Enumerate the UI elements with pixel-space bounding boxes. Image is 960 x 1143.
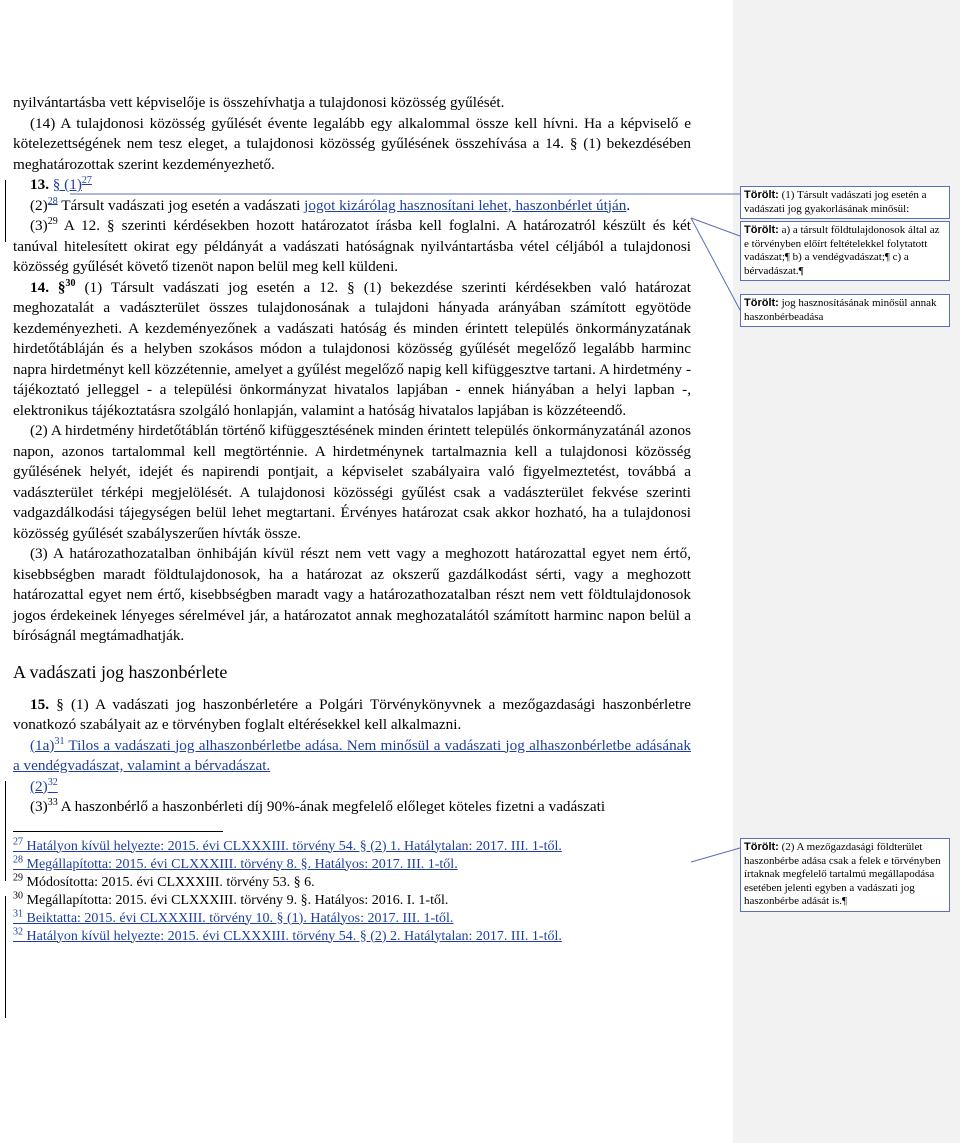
footnote-ref[interactable]: 32 — [47, 776, 58, 788]
section-13-para-1 — [13, 175, 691, 196]
change-bar — [5, 180, 6, 242]
inserted-text: § (1) — [52, 176, 82, 193]
inserted-text: jogot kizárólag hasznosítani lehet, haszonbérlet útján — [304, 196, 627, 214]
footnote-ref[interactable]: 31 — [54, 735, 65, 747]
section-number: 13. — [30, 176, 49, 193]
section-14-para-3: (3) A határozathozatalban önhibáján kívül részt nem vett vagy a meghozott határozattal egyet nem értő, kisebbségben maradt földtulajdonosok, ha a határozat az okszerű gazdálkodást sérti, vagy a meghozott határozattal egyet nem értő, kisebbségben maradt vagy a határozathozatalban részt nem vett földtulajdonosok jogos érdekeinek lényeges sérelmével jár, a határozatot annak meghozatalától számított harminc napon belül a bíróságnál megtámadhatják. — [13, 545, 691, 644]
section-15-para-2: $(2)^{32}$ — [30, 776, 58, 795]
footnote-ref[interactable]: 29 — [47, 215, 58, 227]
section-14-para-1: 14. §$^{30}$ (1) Társult vadászati jog esetén a 12. § (1) bekezdése szerinti kérdésekben való határozat meghozatalát a vadászterület összes tulajdonosának a tulajdoni hányada arányában számított egyötöde kezdeményezheti. A kezdeményezőnek a vadászati hatóság és minden érintett település önkormányzatának hirdetőtábláján és a helyben szokásos módon a tulajdonosi közösség gyűlését megelőző legalább harminc napra hirdetményt kell közzétennie, amelyet a gyűlést megelőző napig kell kifüggesztve tartani. A hirdetmény - tájékoztató jelleggel - a települési önkormányzat hivatalos lapjában - ennek hiányában a helyi lapban -, elektronikus tájékoztatásra szolgáló honlapján, valamint a hatóság hivatalos lapjában is közzéteendő. — [13, 277, 691, 419]
deleted-comment-balloon[interactable]: Törölt: (1) Társult vadászati jog esetén a vadászati jog gyakorlásának minősül: — [740, 186, 950, 219]
footnote-ref[interactable]: 33 — [47, 796, 58, 808]
section-14-para-2: (2) A hirdetmény hirdetőtáblán történő kifüggesztésének minden érintett település önkormányzatánál azonos napon, azonos tartalommal kell megtörténnie. A hirdetménynek tartalmaznia kell a tulajdonosi közösség gyűlésének helyét, idejét és napirendi pontjait, a képviselet szabályaira való figyelmeztetést, továbbá a vadászterület térképi megjelölését. A tulajdonosi közösségi gyűlést csak a vadászterület fekvése szerinti vadgazdálkodási tájegységen belül lehet megtartani. Érvényes határozat csak akkor hozható, ha a tulajdonosi közösség gyűlését szabályszerűen hívták össze. — [13, 422, 691, 542]
footnote-ref[interactable]: 30 — [65, 277, 76, 289]
deleted-comment-balloon[interactable]: Törölt: jog hasznosításának minősül annak haszonbérbeadása — [740, 294, 950, 327]
section-number: 15. — [30, 695, 49, 713]
deleted-comment-balloon[interactable]: Törölt: (2) A mezőgazdasági földterület haszonbérbe adása csak a felek e törvényben írtaknak megfelelő tartalmú megállapodása esetében jelenti egyben a vadászati jog haszonbérbe adását is.¶ — [740, 838, 950, 912]
paragraph: nyilvántartásba vett képviselője is összehívhatja a tulajdonosi közösség gyűlését. — [13, 94, 505, 111]
document-body — [13, 93, 691, 946]
change-bar — [5, 781, 6, 881]
footnote: $^{32}$ Hatályon kívül helyezte: 2015. évi CLXXXIII. törvény 54. § (2) 2. Hatálytalan: 2017. III. 1-től. — [13, 925, 562, 944]
footnote: $^{31}$ Beiktatta: 2015. évi CLXXXIII. törvény 10. § (1). Hatályos: 2017. III. 1-től. — [13, 907, 454, 926]
footnote-separator — [13, 831, 223, 832]
change-bar — [5, 896, 6, 1018]
section-13-para-3: $(3)^{29}$ A 12. § szerinti kérdésekben hozott határozatot írásba kell foglalni. A határozatról készült és két tanúval hitelesített okirat egy példányát a vadászati hatóságnak nyilvántartásba vétel céljából a tulajdonosi közösség gyűlését követő tizenöt napon belül meg kell küldeni. — [13, 215, 691, 275]
section-number: 14. § — [30, 278, 66, 296]
footnote: $^{30}$ Megállapította: 2015. évi CLXXXIII. törvény 9. §. Hatályos: 2016. I. 1-től. — [13, 889, 449, 908]
footnote: $^{27}$ Hatályon kívül helyezte: 2015. évi CLXXXIII. törvény 54. § (2) 1. Hatálytalan: 2017. III. 1-től. — [13, 835, 562, 854]
deleted-comment-balloon[interactable]: Törölt: a) a társult földtulajdonosok által az e törvényben előírt feltételekkel folytatott vadászat;¶ b) a vendégvadászat;¶ c) a bérvadászat.¶ — [740, 221, 950, 281]
footnote: $^{29}$ Módosította: 2015. évi CLXXXIII. törvény 53. § 6. — [13, 871, 315, 890]
section-13-para-2: $(2)^{28}$ Társult vadászati jog esetén a vadászati jogot kizárólag hasznosítani lehet, haszonbérlet útján. — [30, 195, 631, 214]
footnote-ref[interactable]: 28 — [47, 195, 58, 207]
footnote-ref[interactable]: 27 — [81, 174, 92, 186]
section-15-para-1a: $(1a)^{31}$ Tilos a vadászati jog alhaszonbérletbe adása. Nem minősül a vadászati jog alhaszonbérletbe adásának a vendégvadászat, valamint a bérvadászat. — [13, 735, 691, 774]
section-15-para-3: $(3)^{33}$ A haszonbérlő a haszonbérleti díj 90%-ának megfelelő előleget köteles fizetni a vadászati — [30, 796, 606, 815]
section-15-para-1: 15. § (1) A vadászati jog haszonbérletére a Polgári Törvénykönyvnek a mezőgazdasági haszonbérletre vonatkozó szabályait az e törvényben foglalt eltérésekkel kell alkalmazni. — [13, 695, 691, 733]
markup-pane — [733, 0, 960, 1143]
footnote: $^{28}$ Megállapította: 2015. évi CLXXXIII. törvény 8. §. Hatályos: 2017. III. 1-től. — [13, 853, 458, 872]
paragraph: (14) A tulajdonosi közösség gyűlését évente legalább egy alkalommal össze kell hívni. Ha a képviselő e kötelezettségének nem tesz eleget, a tulajdonosi közösség gyűlésének összehívása a 14. § (1) bekezdésében meghatározottak szerint kezdeményezhető. — [13, 114, 691, 173]
section-heading: A vadászati jog haszonbérlete — [13, 661, 228, 682]
